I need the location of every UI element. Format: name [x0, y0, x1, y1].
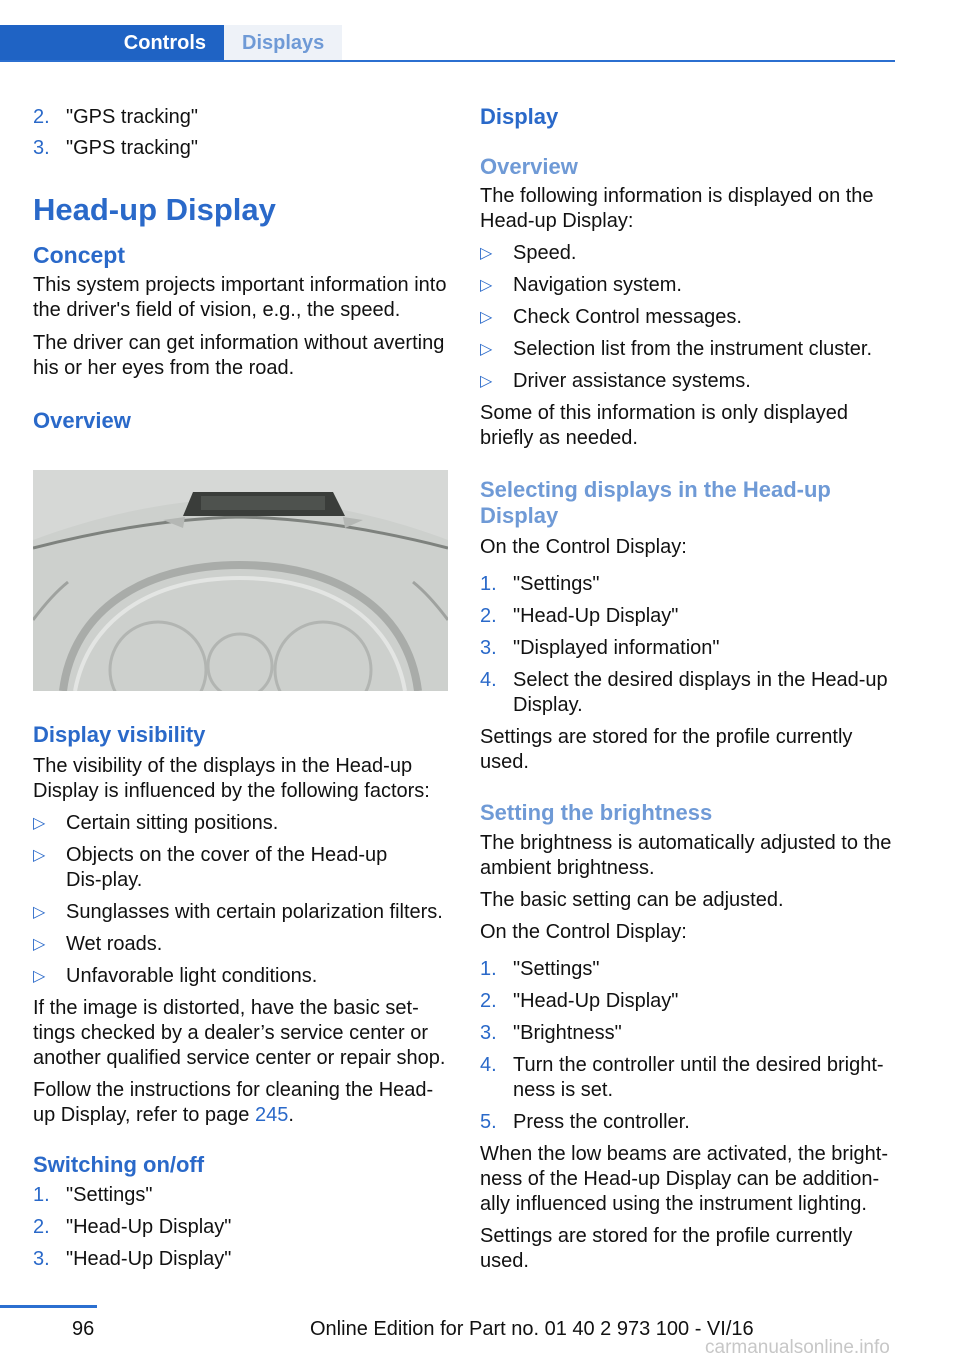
brightness-steps	[480, 957, 898, 1135]
info-note: Some of this information is only displayed briefly as needed.	[480, 402, 848, 449]
list-item	[33, 811, 448, 836]
list-number: 1.	[480, 958, 497, 980]
visibility-heading: Display visibility	[33, 722, 206, 747]
overview-paragraph: The following information is displayed on the Head-up Display:	[480, 185, 874, 232]
list-number: 2.	[480, 990, 497, 1012]
triangle-bullet-icon: ▷	[33, 904, 46, 921]
list-item	[33, 1183, 448, 1208]
triangle-bullet-icon: ▷	[480, 277, 493, 294]
distorted-paragraph: If the image is distorted, have the basic set-tings checked by a dealer’s service center or another qualified service center or repair shop.	[33, 997, 446, 1069]
list-item	[33, 1215, 448, 1240]
triangle-bullet-icon: ▷	[33, 815, 46, 832]
list-text: "Head-Up Display"	[513, 990, 679, 1012]
list-text: "Settings"	[513, 573, 600, 595]
list-item	[480, 241, 898, 266]
switch-heading: Switching on/off	[33, 1152, 205, 1177]
concept-paragraph: This system projects important information into the driver's field of vision, e.g., the speed.	[33, 274, 447, 321]
brightness-paragraph-3: When the low beams are activated, the bright-ness of the Head-up Display can be addition-ally influenced using the instrument lighting.	[480, 1143, 888, 1215]
triangle-bullet-icon: ▷	[33, 936, 46, 953]
triangle-bullet-icon: ▷	[33, 968, 46, 985]
list-item	[480, 668, 898, 718]
left-column	[33, 100, 448, 434]
list-text: "Head-Up Display"	[66, 1248, 232, 1270]
factors-list	[33, 811, 448, 989]
list-text: Navigation system.	[513, 274, 682, 296]
list-number: 3.	[480, 1022, 497, 1044]
cleaning-text-end: .	[288, 1104, 294, 1126]
list-item	[480, 1021, 898, 1046]
list-text: Turn the controller until the desired bright-ness is set.	[513, 1054, 884, 1101]
list-text: Wet roads.	[66, 933, 163, 955]
list-text: "Settings"	[513, 958, 600, 980]
list-number: 3.	[480, 637, 497, 659]
list-item	[480, 957, 898, 982]
list-number: 3.	[33, 137, 50, 159]
list-item	[480, 1110, 898, 1135]
list-text: Unfavorable light conditions.	[66, 965, 318, 987]
list-text: Driver assistance systems.	[513, 370, 751, 392]
list-text: "Brightness"	[513, 1022, 622, 1044]
triangle-bullet-icon: ▷	[480, 341, 493, 358]
list-text: "Settings"	[66, 1184, 153, 1206]
select-intro: On the Control Display:	[480, 536, 687, 558]
list-text: Check Control messages.	[513, 306, 742, 328]
list-number: 1.	[33, 1184, 50, 1206]
left-column-lower	[33, 722, 448, 1272]
list-text: Speed.	[513, 242, 577, 264]
triangle-bullet-icon: ▷	[480, 373, 493, 390]
list-number: 2.	[33, 106, 50, 128]
brightness-paragraph-2: The basic setting can be adjusted.	[480, 889, 784, 911]
list-item	[33, 136, 448, 161]
brightness-note: Settings are stored for the profile currently used.	[480, 1225, 853, 1272]
list-item	[33, 1247, 448, 1272]
visibility-paragraph: The visibility of the displays in the Head-up Display is influenced by the following factors:	[33, 755, 430, 802]
list-number: 3.	[33, 1248, 50, 1270]
list-text: Objects on the cover of the Head-up Dis-play.	[66, 844, 388, 891]
list-number: 4.	[480, 1054, 497, 1076]
triangle-bullet-icon: ▷	[480, 245, 493, 262]
header-rule	[0, 60, 895, 62]
list-item	[33, 843, 448, 893]
list-number: 1.	[480, 573, 497, 595]
display-heading: Display	[480, 104, 559, 129]
overview-subheading: Overview	[480, 154, 578, 179]
tab-displays[interactable]: Displays	[224, 25, 342, 62]
list-item	[480, 1053, 898, 1103]
list-text: Select the desired displays in the Head-up Display.	[513, 669, 888, 716]
list-text: Certain sitting positions.	[66, 812, 279, 834]
list-number: 2.	[33, 1216, 50, 1238]
overview-heading: Overview	[33, 408, 131, 433]
info-list	[480, 241, 898, 394]
list-text: "GPS tracking"	[66, 106, 199, 128]
list-item	[480, 273, 898, 298]
page-reference-link[interactable]: 245	[254, 1104, 289, 1126]
page-number: 96	[72, 1318, 95, 1340]
list-text: "Displayed information"	[513, 637, 720, 659]
list-item	[480, 636, 898, 661]
switch-steps	[33, 1183, 448, 1272]
head-up-display-photo	[33, 470, 448, 691]
list-number: 5.	[480, 1111, 497, 1133]
cleaning-text: Follow the instructions for cleaning the Head-up Display, refer to page	[33, 1079, 434, 1126]
triangle-bullet-icon: ▷	[33, 847, 46, 864]
list-number: 2.	[480, 605, 497, 627]
list-text: Sunglasses with certain polarization filters.	[66, 901, 443, 923]
brightness-intro: On the Control Display:	[480, 921, 687, 943]
concept-heading: Concept	[33, 242, 125, 268]
triangle-bullet-icon: ▷	[480, 309, 493, 326]
watermark: carmanualsonline.info	[705, 1337, 890, 1358]
page-title: Head-up Display	[33, 192, 276, 227]
list-item	[480, 572, 898, 597]
gps-list	[33, 105, 448, 161]
list-item	[480, 604, 898, 629]
brightness-heading: Setting the brightness	[480, 800, 713, 825]
list-item	[480, 369, 898, 394]
footer-rule	[0, 1305, 97, 1308]
select-steps	[480, 572, 898, 718]
select-note: Settings are stored for the profile currently used.	[480, 726, 853, 773]
tab-controls[interactable]: Controls	[0, 25, 224, 62]
list-number: 4.	[480, 669, 497, 691]
edition-note: Online Edition for Part no. 01 40 2 973 100 - VI/16	[310, 1318, 754, 1340]
list-item	[33, 105, 448, 130]
list-item	[33, 964, 448, 989]
cleaning-paragraph	[33, 1078, 448, 1128]
list-item	[33, 932, 448, 957]
concept-paragraph-2: The driver can get information without averting his or her eyes from the road.	[33, 332, 445, 379]
list-text: "Head-Up Display"	[66, 1216, 232, 1238]
list-item	[480, 989, 898, 1014]
list-text: "GPS tracking"	[66, 137, 199, 159]
list-text: Selection list from the instrument cluster.	[513, 338, 873, 360]
select-heading: Selecting displays in the Head-up Display	[480, 477, 831, 528]
right-column	[480, 104, 898, 1274]
list-text: Press the controller.	[513, 1111, 690, 1133]
dashboard-illustration	[33, 470, 448, 691]
list-item	[480, 337, 898, 362]
list-item	[33, 900, 448, 925]
list-text: "Head-Up Display"	[513, 605, 679, 627]
list-item	[480, 305, 898, 330]
brightness-paragraph: The brightness is automatically adjusted to the ambient brightness.	[480, 832, 892, 879]
